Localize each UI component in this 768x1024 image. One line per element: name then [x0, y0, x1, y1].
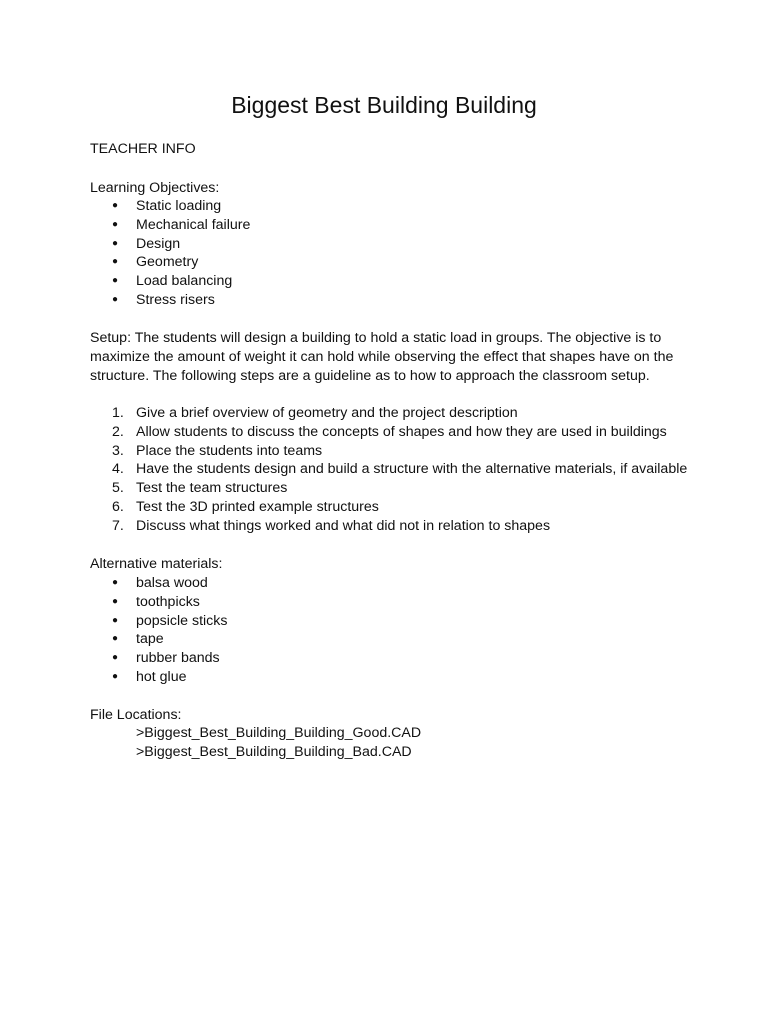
list-item [90, 197, 250, 216]
list-item [90, 612, 227, 631]
list-item [90, 253, 250, 272]
file-path: >Biggest_Best_Building_Building_Good.CAD [136, 725, 422, 741]
list-item [90, 479, 687, 498]
bullet-icon: ● [112, 595, 119, 607]
list-item [90, 574, 227, 593]
file-path: >Biggest_Best_Building_Building_Bad.CAD [136, 743, 412, 760]
list-item-text: hot glue [136, 668, 187, 685]
bullet-icon: ● [112, 275, 119, 287]
bullet-icon: ● [112, 237, 119, 249]
bullet-icon: ● [112, 218, 119, 230]
list-item [90, 291, 250, 310]
list-item [90, 460, 687, 479]
list-item [90, 593, 227, 612]
list-item-text: Static loading [136, 198, 222, 214]
list-item [90, 630, 227, 649]
step-number: 7. [112, 517, 124, 534]
list-item [90, 649, 227, 668]
list-item-text: Mechanical failure [136, 216, 251, 233]
list-item [90, 442, 687, 461]
document-title: Biggest Best Building Building [231, 92, 537, 118]
step-number: 4. [112, 461, 124, 478]
setup-steps-list [90, 404, 687, 536]
list-item [90, 235, 250, 254]
list-item-text: balsa wood [136, 575, 208, 591]
list-item-text: toothpicks [136, 593, 200, 610]
learning-objectives-heading: Learning Objectives: [90, 180, 220, 196]
list-item [90, 404, 687, 423]
list-item [90, 668, 227, 687]
list-item-text: Place the students into teams [136, 442, 323, 459]
bullet-icon: ● [112, 633, 119, 645]
alternative-materials-heading: Alternative materials: [90, 556, 223, 572]
file-locations-heading: File Locations: [90, 707, 182, 723]
list-item-text: Discuss what things worked and what did not in relation to shapes [136, 517, 551, 534]
setup-paragraph: Setup: The students will design a building to hold a static load in groups. The objective is to maximize the amount of weight it can hold while observing the effect that shapes have on the structure. The following steps are a guideline as to how to approach the classroom setup. [90, 330, 674, 384]
list-item-text: Geometry [136, 254, 199, 271]
list-item-text: tape [136, 631, 164, 648]
step-number: 5. [112, 480, 124, 497]
bullet-icon: ● [112, 670, 119, 682]
learning-objectives-list [90, 197, 250, 310]
list-item [90, 272, 250, 291]
step-number: 2. [112, 423, 124, 440]
file-locations-list [136, 724, 421, 762]
step-number: 6. [112, 498, 124, 515]
list-item-text: Allow students to discuss the concepts of shapes and how they are used in buildings [136, 423, 667, 440]
list-item-text: Load balancing [136, 273, 233, 290]
alternative-materials-list [90, 574, 227, 687]
list-item-text: popsicle sticks [136, 612, 228, 629]
list-item-text: Stress risers [136, 291, 215, 308]
list-item [90, 423, 687, 442]
bullet-icon: ● [112, 652, 119, 664]
list-item-text: Test the team structures [136, 480, 288, 497]
list-item [90, 216, 250, 235]
list-item [90, 498, 687, 517]
step-number: 3. [112, 442, 124, 459]
section-heading: TEACHER INFO [90, 141, 196, 157]
list-item-text: Give a brief overview of geometry and the project description [136, 405, 518, 421]
bullet-icon: ● [112, 256, 119, 268]
list-item-text: Have the students design and build a structure with the alternative materials, if available [136, 461, 688, 478]
list-item-text: rubber bands [136, 650, 220, 667]
bullet-icon: ● [112, 293, 119, 305]
list-item-text: Test the 3D printed example structures [136, 498, 379, 515]
bullet-icon: ● [112, 200, 119, 211]
list-item [90, 517, 687, 536]
bullet-icon: ● [112, 577, 119, 588]
step-number: 1. [112, 405, 124, 421]
list-item-text: Design [136, 235, 181, 252]
bullet-icon: ● [112, 614, 119, 626]
